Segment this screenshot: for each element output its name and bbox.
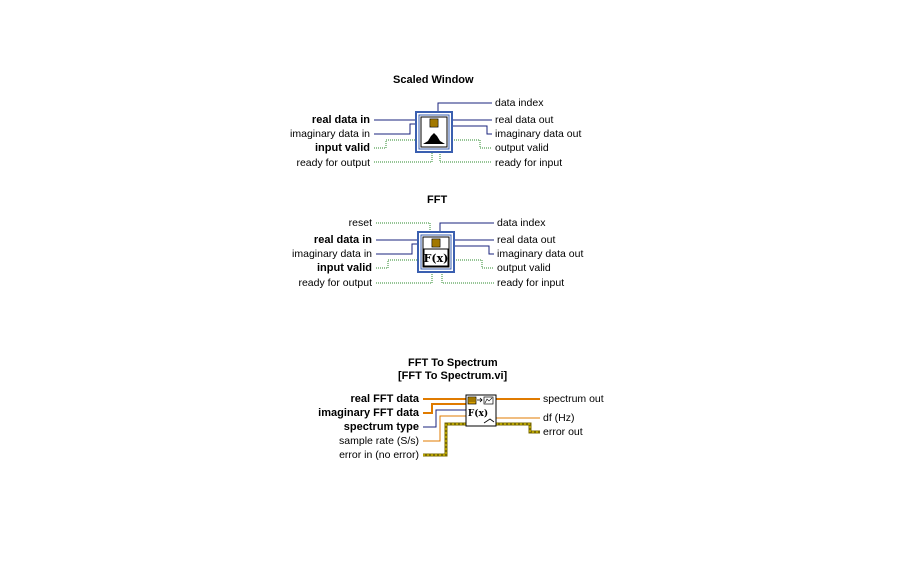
- sw-output-data-index: data index: [495, 97, 544, 109]
- sw-output-output-valid: output valid: [495, 142, 549, 154]
- fft-to-spectrum-subtitle: [FFT To Spectrum.vi]: [398, 370, 508, 382]
- fft-input-reset: reset: [348, 217, 372, 229]
- sw-output-imaginary-data-out: imaginary data out: [495, 128, 582, 140]
- svg-text:F(x): F(x): [467, 409, 489, 419]
- fft-input-ready-for-output: ready for output: [298, 277, 372, 289]
- fft-output-data-index: data index: [497, 217, 546, 229]
- fts-input-real-fft-data: real FFT data: [350, 393, 419, 405]
- sw-output-real-data-out: real data out: [495, 114, 554, 126]
- fft-to-spectrum-title: FFT To Spectrum: [408, 357, 498, 369]
- svg-text:F(x): F(x): [423, 252, 449, 265]
- fts-output-df: df (Hz): [543, 412, 575, 424]
- fft-output-imaginary-data-out: imaginary data out: [497, 248, 584, 260]
- sw-input-imaginary-data-in: imaginary data in: [290, 128, 370, 140]
- fts-input-sample-rate: sample rate (S/s): [339, 435, 419, 447]
- fft-to-spectrum-icon: [466, 395, 496, 426]
- fft-input-input-valid: input valid: [317, 262, 372, 274]
- fts-input-error-in: error in (no error): [339, 449, 419, 461]
- sw-input-real-data-in: real data in: [311, 114, 370, 126]
- fft-icon: [418, 232, 454, 272]
- sw-input-input-valid: input valid: [315, 142, 370, 154]
- fft-output-output-valid: output valid: [497, 262, 551, 274]
- fts-output-spectrum-out: spectrum out: [543, 393, 604, 405]
- fts-input-imaginary-fft-data: imaginary FFT data: [318, 407, 419, 419]
- fts-output-error-out: error out: [543, 426, 583, 438]
- sw-output-ready-for-input: ready for input: [495, 157, 563, 169]
- scaled-window-title: Scaled Window: [393, 74, 474, 86]
- sw-input-ready-for-output: ready for output: [296, 157, 370, 169]
- fft-input-real-data-in: real data in: [313, 234, 372, 246]
- fft-output-real-data-out: real data out: [497, 234, 556, 246]
- fft-title: FFT: [427, 194, 448, 206]
- fts-input-spectrum-type: spectrum type: [343, 421, 419, 433]
- scaled-window-icon: [416, 112, 452, 152]
- fft-output-ready-for-input: ready for input: [497, 277, 565, 289]
- fft-input-imaginary-data-in: imaginary data in: [292, 248, 372, 260]
